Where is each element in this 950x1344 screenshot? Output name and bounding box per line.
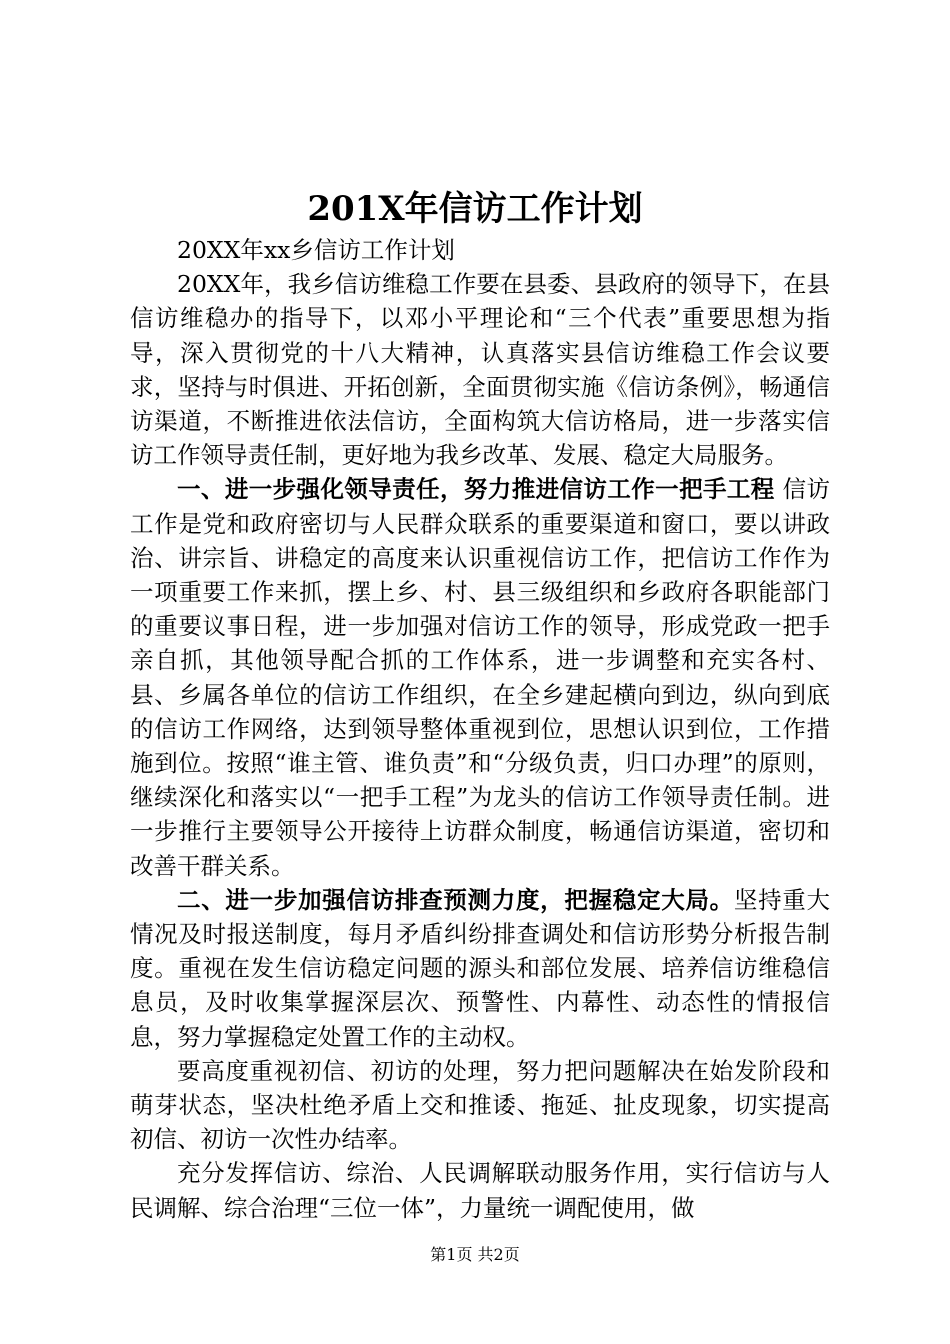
paragraph-text: 坚持重大情况及时报送制度，每月矛盾纠纷排查调处和信访形势分析报告制度。重视在发生信访稳定问题的源头和部位发展、培养信访维稳信息员，及时收集掌握深层次、预警性、内幕性、动态性的情报信息，努力掌握稳定处置工作的主动权。 [130, 885, 831, 1051]
document-body [130, 233, 830, 1225]
paragraph-text: 要高度重视初信、初访的处理，努力把问题解决在始发阶段和萌芽状态，坚决杜绝矛盾上交和推诿、拖延、扯皮现象，切实提高初信、初访一次性办结率。 [130, 1056, 830, 1154]
section-one-heading: 一、进一步强化领导责任，努力推进信访工作一把手工程 [177, 475, 775, 504]
paragraph-section-two [130, 883, 830, 1054]
document-title: 201X年信访工作计划 [307, 189, 643, 229]
paragraph-joint-service [130, 1156, 830, 1224]
paragraph-text: 20XX年，我乡信访维稳工作要在县委、县政府的领导下，在县信访维稳办的指导下，以邓小平理论和“三个代表”重要思想为指导，深入贯彻党的十八大精神，认真落实县信访维稳工作会议要求，坚持与时俱进、开拓创新，全面贯彻实施《信访条例》，畅通信访渠道，不断推进依法信访，全面构筑大信访格局，进一步落实信访工作领导责任制，更好地为我乡改革、发展、稳定大局服务。 [130, 270, 830, 470]
paragraph-initial-petitions [130, 1054, 830, 1157]
page-footer: 第1页 共2页 [430, 1245, 520, 1264]
paragraph-intro [130, 267, 830, 472]
document-subtitle: 20XX年xx乡信访工作计划 [177, 236, 455, 264]
paragraph-text: 信访工作是党和政府密切与人民群众联系的重要渠道和窗口，要以讲政治、讲宗旨、讲稳定的高度来认识重视信访工作，把信访工作作为一项重要工作来抓，摆上乡、村、县三级组织和乡政府各职能部门的重要议事日程，进一步加强对信访工作的领导，形成党政一把手亲自抓，其他领导配合抓的工作体系，进一步调整和充实各村、县、乡属各单位的信访工作组织，在全乡建起横向到边，纵向到底的信访工作网络，达到领导整体重视到位，思想认识到位，工作措施到位。按照“谁主管、谁负责”和“分级负责，归口办理”的原则，继续深化和落实以“一把手工程”为龙头的信访工作领导责任制。进一步推行主要领导公开接待上访群众制度，畅通信访渠道，密切和改善干群关系。 [130, 475, 831, 880]
paragraph-section-one [130, 472, 830, 882]
section-two-heading: 二、进一步加强信访排查预测力度，把握稳定大局。 [177, 885, 734, 914]
paragraph-text: 充分发挥信访、综治、人民调解联动服务作用，实行信访与人民调解、综合治理“三位一体”，力量统一调配使用，做 [130, 1159, 830, 1222]
